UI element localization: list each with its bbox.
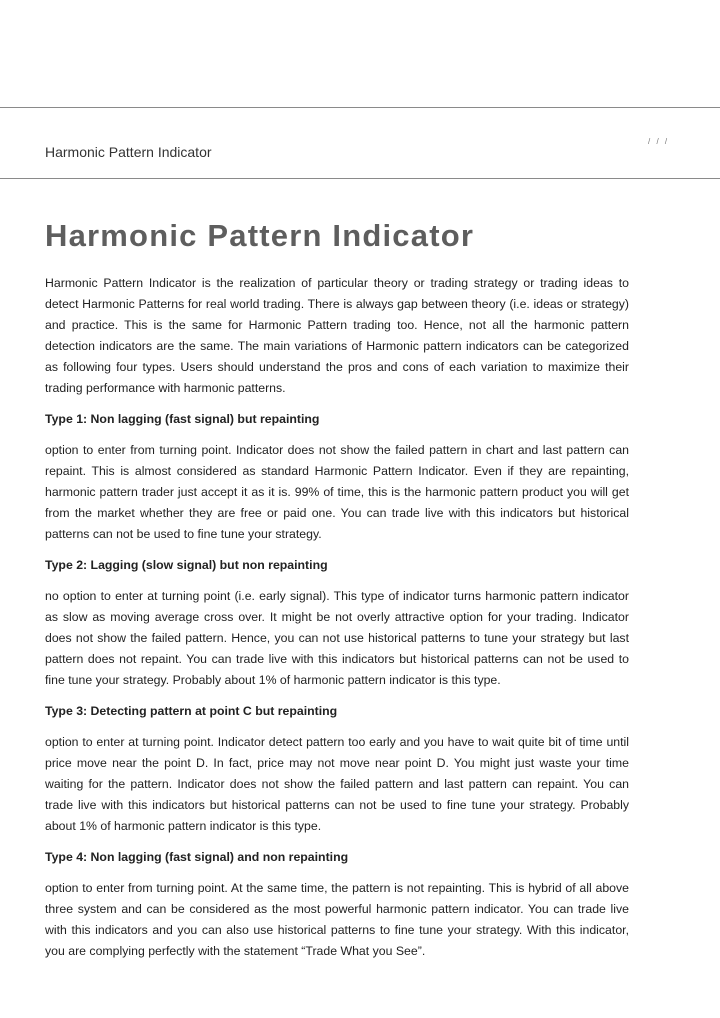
section-body-type-3: option to enter at turning point. Indicator detect pattern too early and you have to wait quite bit of time until price move near the point D. In fact, price may not move near point D. You might just waste your time waiting for the pattern. Indicator does not show the failed pattern and last pattern can repaint. You can trade live with this indicators but historical patterns can not be used to fine tune your strategy. Probably about 1% of harmonic pattern indicator is this type.	[45, 735, 629, 833]
section-body-type-2: no option to enter at turning point (i.e. early signal). This type of indicator turns harmonic pattern indicator as slow as moving average cross over. It might be not overly attractive option for your trading. Indicator does not show the failed pattern. Hence, you can not use historical patterns to tune your strategy but last pattern does not repaint. You can trade live with this indicators but historical patterns can not be used to fine tune your strategy. Probably about 1% of harmonic pattern indicator is this type.	[45, 589, 629, 687]
section-heading-type-3: Type 3: Detecting pattern at point C but repainting	[45, 704, 338, 718]
section-heading-type-1: Type 1: Non lagging (fast signal) but repainting	[45, 412, 320, 426]
article-intro: Harmonic Pattern Indicator is the realization of particular theory or trading strategy or trading ideas to detect Harmonic Patterns for real world trading. There is always gap between theory (i.e. ideas or strategy) and practice. This is the same for Harmonic Pattern trading too. Hence, not all the harmonic pattern detection indicators are the same. The main variations of Harmonic pattern indicators can be categorized as following four types. Users should understand the pros and cons of each variation to maximize their trading performance with harmonic patterns.	[45, 276, 629, 395]
section-body-type-4: option to enter from turning point. At the same time, the pattern is not repainting. This is hybrid of all above three system and can be considered as the most powerful harmonic pattern indicator. You can trade live with this indicators and you can also use historical patterns to fine tune your strategy. With this indicator, you are complying perfectly with the statement “Trade What you See”.	[45, 881, 629, 958]
header-top-divider	[0, 107, 720, 108]
section-heading-type-2: Type 2: Lagging (slow signal) but non repainting	[45, 558, 328, 572]
page-marker: / / /	[648, 137, 670, 146]
article-title: Harmonic Pattern Indicator	[45, 218, 475, 253]
header-title: Harmonic Pattern Indicator	[45, 144, 212, 160]
header-bottom-divider	[0, 178, 720, 179]
section-heading-type-4: Type 4: Non lagging (fast signal) and non repainting	[45, 850, 349, 864]
section-body-type-1: option to enter from turning point. Indicator does not show the failed pattern in chart and last pattern can repaint. This is almost considered as standard Harmonic Pattern Indicator. Even if they are repainting, harmonic pattern trader just accept it as it is. 99% of time, this is the harmonic pattern product you will get from the market whether they are free or paid one. You can trade live with this indicators but historical patterns can not be used to fine tune your strategy.	[45, 443, 629, 541]
article-content	[45, 214, 629, 962]
